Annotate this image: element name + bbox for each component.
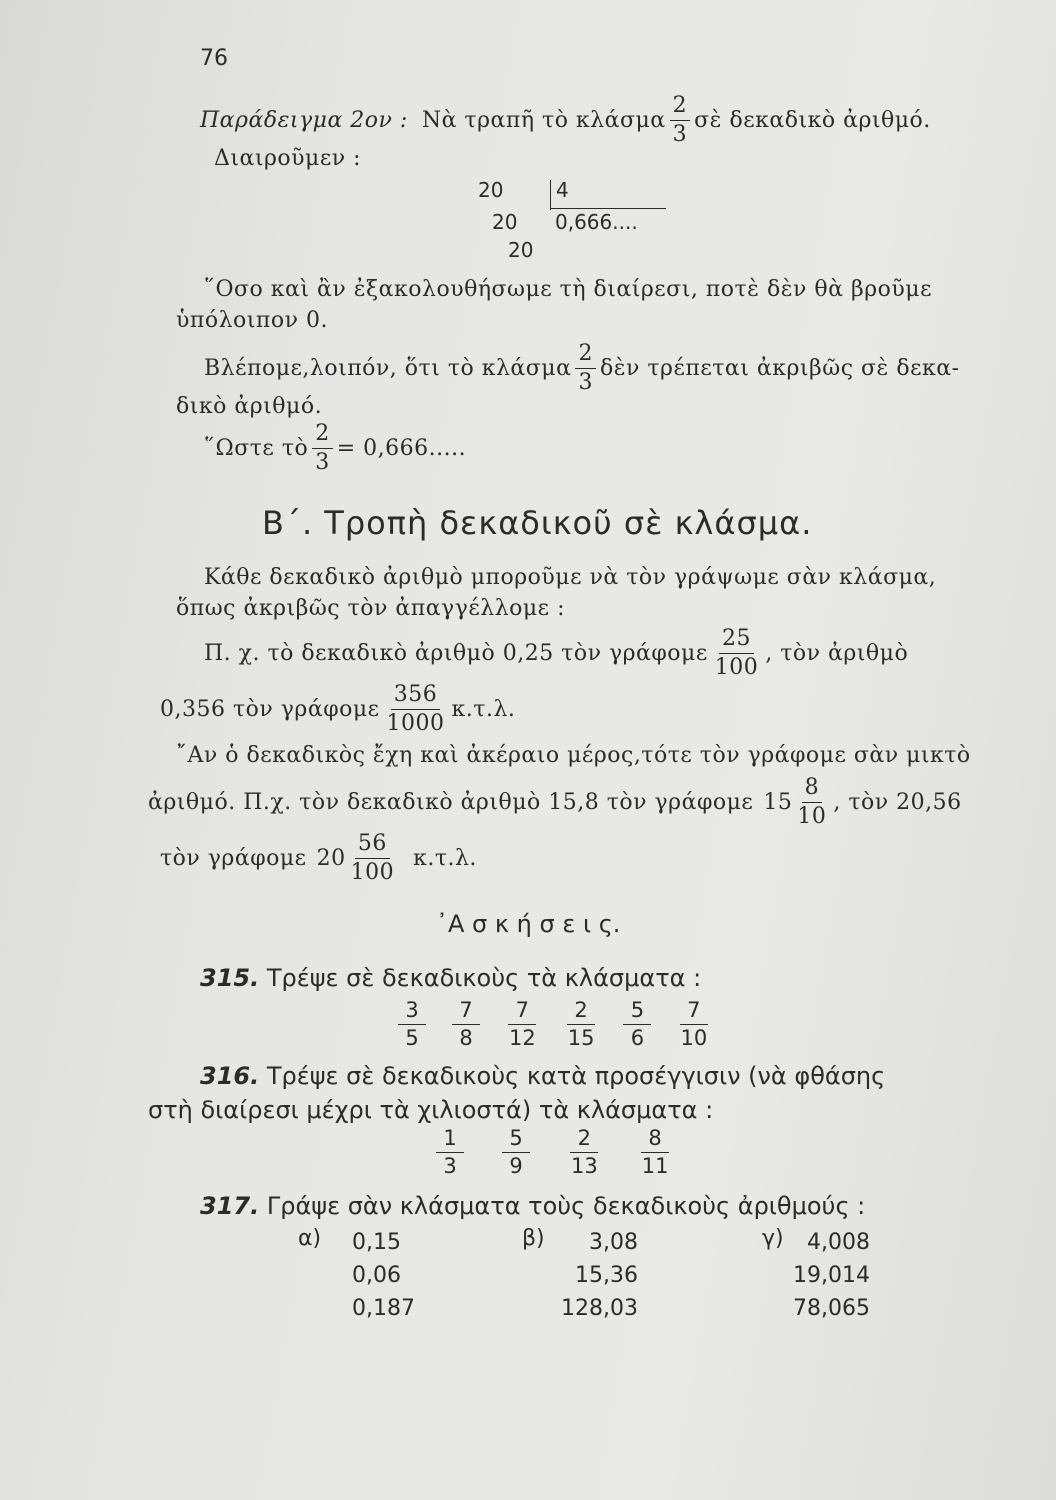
fraction-denominator: 3 xyxy=(443,1154,457,1178)
para-4-line-2: ὅπως ἀκριβῶς τὸν ἀπαγγέλλομε : xyxy=(176,596,565,621)
para-6-line-2-after: , τὸν 20,56 xyxy=(833,789,962,815)
mixed-number-20-56-100 xyxy=(316,830,402,885)
value-b-1: 3,08 xyxy=(589,1230,638,1255)
para-5-line-2 xyxy=(160,678,515,740)
para-5-text-before: Π. χ. τὸ δεκαδικὸ ἀριθμὸ 0,25 τὸν γράφομε xyxy=(204,640,708,666)
exercise-text: Τρέψε σὲ δεκαδικοὺς κατὰ προσέγγισιν (νὰ φθάσης xyxy=(266,1062,886,1090)
fraction-denominator: 10 xyxy=(797,803,827,829)
division-dividend: 20 xyxy=(478,178,504,202)
para-6-line-3-before: τὸν γράφομε xyxy=(160,845,307,871)
exercise-fraction xyxy=(639,1128,672,1177)
para-6-line-2-before: ἀριθμό. Π.χ. τὸν δεκαδικὸ ἀριθμὸ 15,8 τὸν γράφομε xyxy=(148,789,754,815)
exercise-315 xyxy=(200,964,701,992)
para-2-line-2: δικὸ ἀριθμό. xyxy=(176,394,323,419)
fraction-denominator: 9 xyxy=(509,1154,523,1178)
para-5-text-middle: , τὸν ἀριθμὸ xyxy=(765,640,909,666)
para-2-line-1 xyxy=(204,338,960,398)
value-a-3: 0,187 xyxy=(352,1296,415,1321)
value-c-2: 19,014 xyxy=(793,1263,870,1288)
fraction-356-1000 xyxy=(384,681,448,736)
example-2-text-after: σὲ δεκαδικὸ ἀριθμό. xyxy=(694,107,931,133)
fraction-denominator: 13 xyxy=(571,1154,598,1178)
fraction-numerator: 8 xyxy=(641,1128,669,1153)
exercise-fraction xyxy=(506,1000,539,1049)
exercise-fraction xyxy=(677,1000,710,1049)
para-6-line-3 xyxy=(160,828,477,888)
fraction-denominator: 15 xyxy=(567,1026,595,1050)
exercise-316 xyxy=(200,1062,885,1090)
fraction-numerator: 2 xyxy=(575,343,596,369)
col-c-label: γ) xyxy=(762,1226,784,1251)
fraction-numerator: 5 xyxy=(502,1128,530,1153)
para-3-text-after: = 0,666..... xyxy=(336,435,467,461)
fraction-numerator: 5 xyxy=(623,1000,651,1025)
fraction-numerator: 1 xyxy=(436,1128,464,1153)
fraction-numerator: 56 xyxy=(355,833,390,859)
exercise-fraction xyxy=(398,1000,426,1049)
exercise-number: 317. xyxy=(200,1192,260,1220)
division-row-2: 20 xyxy=(492,210,518,234)
example-2-text-before: Νὰ τραπῆ τὸ κλάσμα xyxy=(421,107,666,133)
value-c-1: 4,008 xyxy=(807,1230,870,1255)
page-number: 76 xyxy=(200,46,228,71)
fraction-denominator: 11 xyxy=(641,1154,669,1178)
fraction-denominator: 1000 xyxy=(386,710,445,736)
col-c-values xyxy=(772,1226,870,1325)
fraction-numerator: 7 xyxy=(680,1000,708,1025)
col-a-values xyxy=(352,1226,415,1325)
exercise-317 xyxy=(200,1192,865,1220)
fraction-numerator: 2 xyxy=(570,1128,598,1153)
fraction-numerator: 356 xyxy=(391,684,441,710)
exercise-316-line-2: στὴ διαίρεσι μέχρι τὰ χιλιοστά) τὰ κλάσματα : xyxy=(148,1096,714,1124)
fraction-denominator: 3 xyxy=(578,369,593,395)
mixed-fraction xyxy=(348,830,398,885)
exercises-title: ᾿Α σ κ ή σ ε ι ς. xyxy=(436,910,621,938)
exercise-fraction xyxy=(568,1128,601,1177)
fraction-numerator: 25 xyxy=(719,628,754,654)
para-2-text-after: δὲν τρέπεται ἀκριβῶς σὲ δεκα- xyxy=(599,355,960,381)
value-b-2: 15,36 xyxy=(575,1263,638,1288)
fraction-denominator: 6 xyxy=(630,1026,645,1050)
para-3-line xyxy=(204,418,466,478)
fraction-denominator: 100 xyxy=(350,859,395,885)
col-a-label: α) xyxy=(298,1226,322,1251)
exercise-fraction xyxy=(502,1128,530,1177)
para-3-text-before: ῞Ωστε τὸ xyxy=(204,435,309,461)
para-5-line-2-after: κ.τ.λ. xyxy=(451,696,516,722)
para-5-line-2-before: 0,356 τὸν γράφομε xyxy=(160,696,380,722)
value-a-2: 0,06 xyxy=(352,1263,401,1288)
fraction-denominator: 3 xyxy=(672,121,688,147)
mixed-number-15-8-10 xyxy=(763,774,833,829)
section-b-title: Β΄. Τροπὴ δεκαδικοῦ σὲ κλάσμα. xyxy=(262,504,813,542)
fraction-denominator: 5 xyxy=(405,1026,419,1050)
exercise-316-fractions xyxy=(436,1128,709,1177)
exercise-number: 316. xyxy=(200,1062,260,1090)
fraction-2-3 xyxy=(575,340,596,395)
mixed-whole: 15 xyxy=(763,789,793,815)
fraction-denominator: 12 xyxy=(509,1026,536,1050)
value-a-1: 0,15 xyxy=(352,1230,401,1255)
exercise-text: Γράψε σὰν κλάσματα τοὺς δεκαδικοὺς ἀριθμούς : xyxy=(266,1192,866,1220)
fraction-denominator: 10 xyxy=(680,1026,708,1050)
fraction-2-3 xyxy=(312,420,333,475)
exercise-number: 315. xyxy=(200,964,260,992)
exercise-fraction xyxy=(452,1000,480,1049)
fraction-numerator: 7 xyxy=(508,1000,536,1025)
division-divisor: 4 xyxy=(556,178,569,202)
fraction-denominator: 100 xyxy=(714,654,759,680)
value-b-3: 128,03 xyxy=(561,1296,638,1321)
fraction-numerator: 7 xyxy=(452,1000,480,1025)
division-row-3: 20 xyxy=(508,238,534,262)
fraction-numerator: 2 xyxy=(312,423,333,449)
mixed-fraction xyxy=(794,774,829,829)
division-quotient: 0,666.... xyxy=(555,210,638,234)
fraction-denominator: 8 xyxy=(459,1026,473,1050)
fraction-numerator: 8 xyxy=(802,777,823,803)
fraction-numerator: 2 xyxy=(670,95,691,121)
example-2-line xyxy=(200,90,931,150)
exercise-fraction xyxy=(623,1000,651,1049)
exercise-fraction xyxy=(565,1000,598,1049)
exercise-fraction xyxy=(436,1128,464,1177)
para-5-line-1 xyxy=(204,622,908,684)
para-6-line-3-after: κ.τ.λ. xyxy=(413,845,477,871)
para-6-line-2 xyxy=(148,772,962,832)
fraction-2-3 xyxy=(670,92,691,147)
para-6-line-1: ῎Αν ὁ δεκαδικὸς ἔχη καὶ ἀκέραιο μέρος,τότε τὸν γράφομε σὰν μικτὸ xyxy=(176,743,971,768)
division-line xyxy=(550,208,666,209)
fraction-denominator: 3 xyxy=(315,449,330,475)
mixed-whole: 20 xyxy=(316,845,346,871)
para-2-text-before: Βλέπομε,λοιπόν, ὅτι τὸ κλάσμα xyxy=(204,355,572,381)
fraction-numerator: 2 xyxy=(567,1000,595,1025)
exercise-text: Τρέψε σὲ δεκαδικοὺς τὰ κλάσματα : xyxy=(266,964,702,992)
exercise-315-fractions xyxy=(398,1000,736,1049)
para-1-line-2: ὑπόλοιπον 0. xyxy=(176,308,328,333)
divide-label: Διαιροῦμεν : xyxy=(214,146,362,171)
division-bar xyxy=(550,180,551,210)
fraction-25-100 xyxy=(712,625,762,680)
col-b-values xyxy=(554,1226,638,1325)
fraction-numerator: 3 xyxy=(398,1000,426,1025)
value-c-3: 78,065 xyxy=(793,1296,870,1321)
example-2-label: Παράδειγμα 2ον : xyxy=(200,107,408,133)
para-1-line-1: ῞Οσο καὶ ἂν ἐξακολουθήσωμε τὴ διαίρεσι, ποτὲ δὲν θὰ βροῦμε xyxy=(204,277,932,302)
para-4-line-1: Κάθε δεκαδικὸ ἀριθμὸ μποροῦμε νὰ τὸν γράψωμε σὰν κλάσμα, xyxy=(204,565,937,590)
col-b-label: β) xyxy=(522,1226,545,1251)
